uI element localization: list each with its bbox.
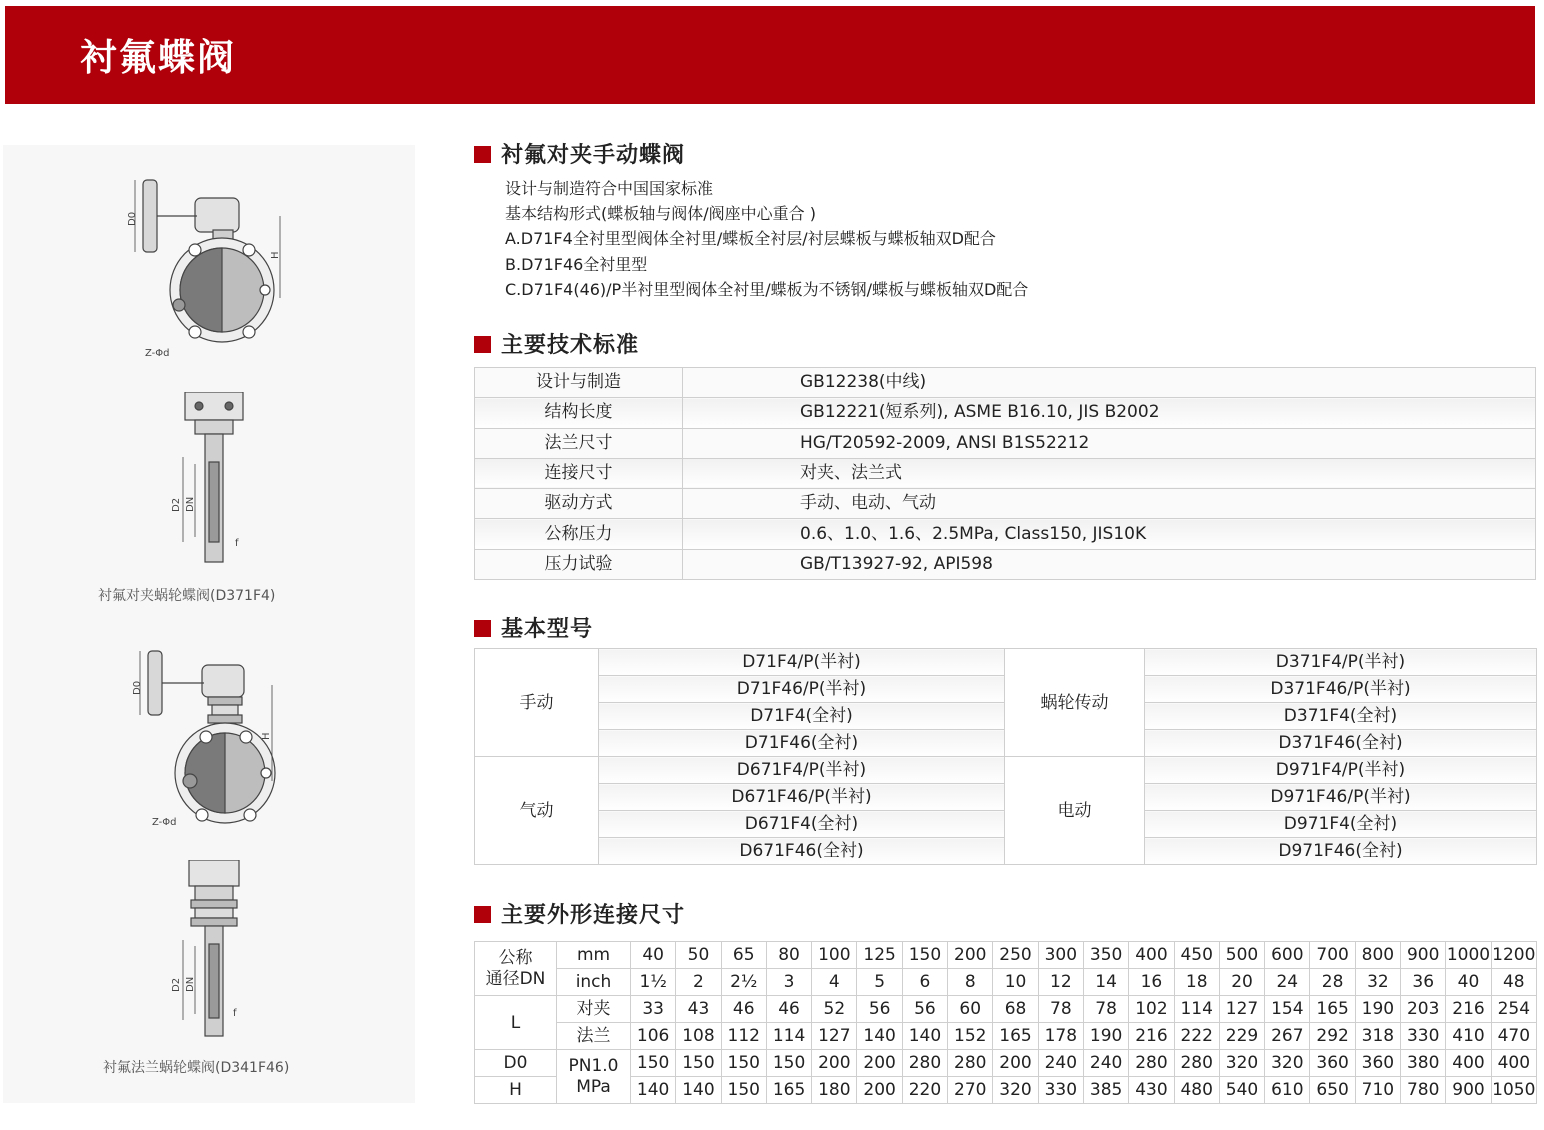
z-label: Z-Φd xyxy=(145,348,170,359)
standard-row xyxy=(475,519,1536,549)
dn-mm-value: 65 xyxy=(721,942,766,969)
flange-length-value: 222 xyxy=(1174,1023,1219,1050)
dn-mm-value: 450 xyxy=(1174,942,1219,969)
h-value: 320 xyxy=(993,1077,1038,1104)
flange-length-value: 292 xyxy=(1310,1023,1355,1050)
standard-value: 手动、电动、气动 xyxy=(683,489,1536,519)
dn-mm-value: 80 xyxy=(766,942,811,969)
d0-value: 400 xyxy=(1491,1050,1536,1077)
d0-row-label: D0 xyxy=(475,1050,557,1077)
standard-key: 压力试验 xyxy=(475,549,683,579)
figure-caption-1: 衬氟对夹蜗轮蝶阀(D371F4) xyxy=(98,588,276,604)
valve-front-drawing-1 xyxy=(125,172,295,362)
h-value: 140 xyxy=(676,1077,721,1104)
h-value: 385 xyxy=(1083,1077,1128,1104)
model-number: D371F4/P(半衬) xyxy=(1145,649,1537,676)
page-title: 衬氟蝶阀 xyxy=(80,36,236,79)
standard-value: 对夹、法兰式 xyxy=(683,458,1536,488)
nominal-diameter-label-line: 通径DN xyxy=(485,968,546,989)
dimension-row xyxy=(475,942,1537,969)
model-number: D71F46(全衬) xyxy=(599,730,1005,757)
h-value: 270 xyxy=(948,1077,993,1104)
drive-type-label: 气动 xyxy=(475,757,599,865)
standards-table xyxy=(474,367,1536,580)
dn-mm-value: 900 xyxy=(1401,942,1446,969)
flange-length-value: 108 xyxy=(676,1023,721,1050)
dn-label: DN xyxy=(185,976,196,992)
model-number: D971F46/P(半衬) xyxy=(1145,784,1537,811)
dn-inch-value: 12 xyxy=(1038,969,1083,996)
section-title-models: 基本型号 xyxy=(474,617,593,643)
dn-inch-value: 4 xyxy=(812,969,857,996)
d0-value: 150 xyxy=(721,1050,766,1077)
model-number: D671F4(全衬) xyxy=(599,811,1005,838)
model-number: D671F46/P(半衬) xyxy=(599,784,1005,811)
standard-value: GB/T13927-92, API598 xyxy=(683,549,1536,579)
wafer-length-value: 127 xyxy=(1219,996,1264,1023)
dn-mm-value: 125 xyxy=(857,942,902,969)
h-value: 650 xyxy=(1310,1077,1355,1104)
h-value: 220 xyxy=(902,1077,947,1104)
wafer-label: 对夹 xyxy=(557,996,631,1023)
section-marker xyxy=(474,336,491,353)
model-number: D371F46/P(半衬) xyxy=(1145,676,1537,703)
drive-type-label: 电动 xyxy=(1005,757,1145,865)
flange-length-value: 216 xyxy=(1129,1023,1174,1050)
standard-value: HG/T20592-2009, ANSI B1S52212 xyxy=(683,428,1536,458)
model-number: D971F4(全衬) xyxy=(1145,811,1537,838)
d0-value: 150 xyxy=(676,1050,721,1077)
section-marker xyxy=(474,906,491,923)
standard-row xyxy=(475,489,1536,519)
h-value: 150 xyxy=(721,1077,766,1104)
d0-value: 280 xyxy=(902,1050,947,1077)
h-value: 140 xyxy=(631,1077,676,1104)
d0-value: 150 xyxy=(766,1050,811,1077)
pressure-label xyxy=(557,1050,631,1104)
wafer-length-value: 78 xyxy=(1038,996,1083,1023)
flange-length-value: 229 xyxy=(1219,1023,1264,1050)
d0-value: 200 xyxy=(993,1050,1038,1077)
description-line: 基本结构形式(蝶板轴与阀体/阀座中心重合 ) xyxy=(505,204,816,224)
flange-length-value: 106 xyxy=(631,1023,676,1050)
wafer-length-value: 203 xyxy=(1401,996,1446,1023)
dn-inch-value: 18 xyxy=(1174,969,1219,996)
h-value: 330 xyxy=(1038,1077,1083,1104)
h-label: H xyxy=(261,732,272,740)
wafer-length-value: 254 xyxy=(1491,996,1536,1023)
h-value: 180 xyxy=(812,1077,857,1104)
dn-inch-value: 20 xyxy=(1219,969,1264,996)
dimension-row xyxy=(475,1077,1537,1104)
standard-key: 连接尺寸 xyxy=(475,458,683,488)
model-number: D371F46(全衬) xyxy=(1145,730,1537,757)
dimension-row xyxy=(475,969,1537,996)
description-line: A.D71F4全衬里型阀体全衬里/蝶板全衬层/衬层蝶板与蝶板轴双D配合 xyxy=(505,229,996,249)
dimensions-table xyxy=(474,941,1537,1104)
h-value: 900 xyxy=(1446,1077,1491,1104)
wafer-length-value: 165 xyxy=(1310,996,1355,1023)
pressure-label-line: PN1.0 xyxy=(568,1055,619,1076)
header-banner xyxy=(5,6,1535,104)
flange-length-value: 114 xyxy=(766,1023,811,1050)
section-marker xyxy=(474,620,491,637)
flange-length-value: 127 xyxy=(812,1023,857,1050)
dn-inch-value: 28 xyxy=(1310,969,1355,996)
h-value: 480 xyxy=(1174,1077,1219,1104)
wafer-length-value: 114 xyxy=(1174,996,1219,1023)
description-line: 设计与制造符合中国国家标准 xyxy=(505,179,714,198)
dn-mm-value: 800 xyxy=(1355,942,1400,969)
f-label: f xyxy=(235,538,239,549)
model-row xyxy=(475,757,1537,784)
description-line: C.D71F4(46)/P半衬里型阀体全衬里/蝶板为不锈钢/蝶板与蝶板轴双D配合 xyxy=(505,279,1029,299)
nominal-diameter-label xyxy=(475,942,557,996)
standard-value: 0.6、1.0、1.6、2.5MPa, Class150, JIS10K xyxy=(683,519,1536,549)
flange-length-value: 318 xyxy=(1355,1023,1400,1050)
flange-label: 法兰 xyxy=(557,1023,631,1050)
flange-length-value: 410 xyxy=(1446,1023,1491,1050)
wafer-length-value: 56 xyxy=(902,996,947,1023)
dn-mm-value: 400 xyxy=(1129,942,1174,969)
dn-inch-value: 1½ xyxy=(631,969,676,996)
wafer-length-value: 78 xyxy=(1083,996,1128,1023)
h-value: 1050 xyxy=(1491,1077,1536,1104)
length-label: L xyxy=(475,996,557,1050)
flange-length-value: 470 xyxy=(1491,1023,1536,1050)
flange-length-value: 190 xyxy=(1083,1023,1128,1050)
dn-mm-value: 600 xyxy=(1265,942,1310,969)
standard-key: 驱动方式 xyxy=(475,489,683,519)
figure-caption-2: 衬氟法兰蜗轮蝶阀(D341F46) xyxy=(103,1060,290,1076)
d0-value: 320 xyxy=(1265,1050,1310,1077)
standard-row xyxy=(475,428,1536,458)
wafer-length-value: 52 xyxy=(812,996,857,1023)
standard-value: GB12238(中线) xyxy=(683,368,1536,398)
dn-inch-value: 48 xyxy=(1491,969,1536,996)
flange-length-value: 165 xyxy=(993,1023,1038,1050)
dn-inch-value: 32 xyxy=(1355,969,1400,996)
dn-inch-value: 40 xyxy=(1446,969,1491,996)
d0-value: 240 xyxy=(1083,1050,1128,1077)
wafer-length-value: 102 xyxy=(1129,996,1174,1023)
d0-value: 320 xyxy=(1219,1050,1264,1077)
wafer-length-value: 190 xyxy=(1355,996,1400,1023)
h-value: 200 xyxy=(857,1077,902,1104)
dn-inch-value: 2 xyxy=(676,969,721,996)
dn-mm-value: 1200 xyxy=(1491,942,1536,969)
d0-value: 360 xyxy=(1310,1050,1355,1077)
dn-mm-value: 350 xyxy=(1083,942,1128,969)
unit-inch-label: inch xyxy=(557,969,631,996)
dn-mm-value: 150 xyxy=(902,942,947,969)
model-number: D371F4(全衬) xyxy=(1145,703,1537,730)
d2-label: D2 xyxy=(171,497,182,512)
section-title-dimensions: 主要外形连接尺寸 xyxy=(474,903,685,929)
flange-length-value: 140 xyxy=(857,1023,902,1050)
dn-mm-value: 500 xyxy=(1219,942,1264,969)
dn-inch-value: 24 xyxy=(1265,969,1310,996)
h-value: 430 xyxy=(1129,1077,1174,1104)
d0-value: 360 xyxy=(1355,1050,1400,1077)
dn-mm-value: 700 xyxy=(1310,942,1355,969)
standard-row xyxy=(475,458,1536,488)
wafer-length-value: 154 xyxy=(1265,996,1310,1023)
h-value: 165 xyxy=(766,1077,811,1104)
dn-inch-value: 16 xyxy=(1129,969,1174,996)
d0-value: 380 xyxy=(1401,1050,1446,1077)
dn-mm-value: 100 xyxy=(812,942,857,969)
standard-key: 设计与制造 xyxy=(475,368,683,398)
standard-value: GB12221(短系列), ASME B16.10, JIS B2002 xyxy=(683,398,1536,428)
dn-mm-value: 300 xyxy=(1038,942,1083,969)
flange-length-value: 112 xyxy=(721,1023,766,1050)
dimension-row xyxy=(475,1023,1537,1050)
wafer-length-value: 60 xyxy=(948,996,993,1023)
dn-mm-value: 40 xyxy=(631,942,676,969)
model-number: D671F46(全衬) xyxy=(599,838,1005,865)
dn-inch-value: 36 xyxy=(1401,969,1446,996)
z-label: Z-Φd xyxy=(152,817,177,828)
dimension-row xyxy=(475,1050,1537,1077)
h-row-label: H xyxy=(475,1077,557,1104)
dn-label: DN xyxy=(185,496,196,512)
d0-value: 240 xyxy=(1038,1050,1083,1077)
h-value: 710 xyxy=(1355,1077,1400,1104)
d0-value: 150 xyxy=(631,1050,676,1077)
standard-row xyxy=(475,398,1536,428)
description-line: B.D71F46全衬里型 xyxy=(505,254,648,274)
nominal-diameter-label-line: 公称 xyxy=(498,947,533,968)
dn-inch-value: 2½ xyxy=(721,969,766,996)
wafer-length-value: 46 xyxy=(721,996,766,1023)
flange-length-value: 267 xyxy=(1265,1023,1310,1050)
pressure-label-line: MPa xyxy=(576,1076,611,1097)
h-value: 540 xyxy=(1219,1077,1264,1104)
dn-mm-value: 1000 xyxy=(1446,942,1491,969)
wafer-length-value: 56 xyxy=(857,996,902,1023)
standard-key: 公称压力 xyxy=(475,519,683,549)
wafer-length-value: 216 xyxy=(1446,996,1491,1023)
wafer-length-value: 46 xyxy=(766,996,811,1023)
dn-inch-value: 10 xyxy=(993,969,1038,996)
d0-value: 280 xyxy=(948,1050,993,1077)
dimension-row xyxy=(475,996,1537,1023)
d0-value: 200 xyxy=(857,1050,902,1077)
dn-inch-value: 6 xyxy=(902,969,947,996)
valve-side-drawing-2 xyxy=(165,860,255,1040)
f-label: f xyxy=(233,1008,237,1019)
drive-type-label: 手动 xyxy=(475,649,599,757)
description-block xyxy=(505,176,1028,302)
section-title-wafer-manual: 衬氟对夹手动蝶阀 xyxy=(474,143,685,169)
section-title-standards: 主要技术标准 xyxy=(474,333,639,359)
flange-length-value: 140 xyxy=(902,1023,947,1050)
d0-label: D0 xyxy=(127,211,138,226)
standard-row xyxy=(475,368,1536,398)
model-number: D71F46/P(半衬) xyxy=(599,676,1005,703)
dn-mm-value: 200 xyxy=(948,942,993,969)
d0-label: D0 xyxy=(132,680,143,695)
d0-value: 400 xyxy=(1446,1050,1491,1077)
dn-inch-value: 8 xyxy=(948,969,993,996)
model-number: D71F4/P(半衬) xyxy=(599,649,1005,676)
model-row xyxy=(475,649,1537,676)
standard-row xyxy=(475,549,1536,579)
model-number: D971F46(全衬) xyxy=(1145,838,1537,865)
flange-length-value: 152 xyxy=(948,1023,993,1050)
dn-mm-value: 250 xyxy=(993,942,1038,969)
wafer-length-value: 43 xyxy=(676,996,721,1023)
dn-inch-value: 14 xyxy=(1083,969,1128,996)
drive-type-label: 蜗轮传动 xyxy=(1005,649,1145,757)
valve-front-drawing-2 xyxy=(130,645,300,835)
models-table xyxy=(474,648,1537,865)
model-number: D971F4/P(半衬) xyxy=(1145,757,1537,784)
section-marker xyxy=(474,146,491,163)
flange-length-value: 330 xyxy=(1401,1023,1446,1050)
dn-mm-value: 50 xyxy=(676,942,721,969)
h-value: 780 xyxy=(1401,1077,1446,1104)
flange-length-value: 178 xyxy=(1038,1023,1083,1050)
unit-mm-label: mm xyxy=(557,942,631,969)
model-number: D671F4/P(半衬) xyxy=(599,757,1005,784)
h-value: 610 xyxy=(1265,1077,1310,1104)
valve-side-drawing-1 xyxy=(165,392,255,572)
d0-value: 200 xyxy=(812,1050,857,1077)
h-label: H xyxy=(270,251,281,259)
d0-value: 280 xyxy=(1129,1050,1174,1077)
standard-key: 结构长度 xyxy=(475,398,683,428)
standard-key: 法兰尺寸 xyxy=(475,428,683,458)
d0-value: 280 xyxy=(1174,1050,1219,1077)
dn-inch-value: 5 xyxy=(857,969,902,996)
wafer-length-value: 33 xyxy=(631,996,676,1023)
dn-inch-value: 3 xyxy=(766,969,811,996)
wafer-length-value: 68 xyxy=(993,996,1038,1023)
model-number: D71F4(全衬) xyxy=(599,703,1005,730)
d2-label: D2 xyxy=(171,977,182,992)
